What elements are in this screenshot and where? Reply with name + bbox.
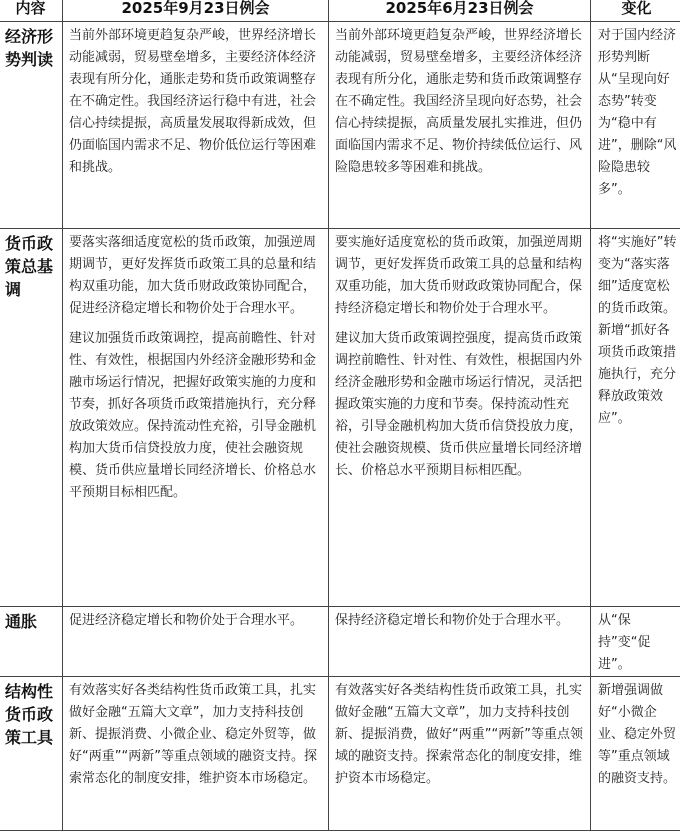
sep-structural-text: 有效落实好各类结构性货币政策工具，扎实做好金融“五篇大文章”，加力支持科技创新、提振消费、小微企业、稳定外贸等，做好“两重”“两新”等重点领域的融资支持。探索常态化的制度安排，维护资本市场稳定。 (69, 680, 323, 790)
header-change: 变化 (591, 0, 680, 22)
row-label-economy: 经济形势判读 (0, 22, 63, 229)
row-label-inflation: 通胀 (0, 607, 63, 677)
jun-economy-cell (329, 22, 591, 229)
header-row (0, 0, 680, 22)
jun-inflation-text: 保持经济稳定增长和物价处于合理水平。 (335, 610, 585, 632)
row-label-structural-tools: 结构性货币政策工具 (0, 677, 63, 831)
sep-policy-text-2: 建议加强货币政策调控，提高前瞻性、针对性、有效性，根据国内外经济金融形势和金融市场运行情况，把握好政策实施的力度和节奏，抓好各项货币政策措施执行，充分释放政策效应。保持流动性充裕，引导金融机构加大货币信贷投放力度，使社会融资规模、货币供应量增长同经济增长、价格总水平预期目标相匹配。 (69, 328, 323, 504)
jun-policy-text-1: 要实施好适度宽松的货币政策，加强逆周期调节，更好发挥货币政策工具的总量和结构双重功能，加大货币财政政策协同配合，保持经济稳定增长和物价处于合理水平。 (335, 232, 585, 320)
header-sep-meeting: 2025年9月23日例会 (63, 0, 329, 22)
table-row (0, 607, 680, 677)
change-structural: 新增强调做好“小微企业、稳定外贸等”重点领域的融资支持。 (591, 677, 680, 831)
sep-inflation-text: 促进经济稳定增长和物价处于合理水平。 (69, 610, 323, 632)
row-label-monetary-policy: 货币政策总基调 (0, 229, 63, 607)
sep-policy-text-1: 要落实落细适度宽松的货币政策，加强逆周期调节，更好发挥货币政策工具的总量和结构双重功能，加大货币财政政策协同配合，促进经济稳定增长和物价处于合理水平。 (69, 232, 323, 320)
jun-inflation-cell (329, 607, 591, 677)
change-policy: 将“实施好”转变为“落实落细”适度宽松的货币政策。新增“抓好各项货币政策措施执行，充分释放政策效应”。 (591, 229, 680, 607)
sep-economy-text: 当前外部环境更趋复杂严峻，世界经济增长动能减弱，贸易壁垒增多，主要经济体经济表现有所分化，通胀走势和货币政策调整存在不确定性。我国经济运行稳中有进，社会信心持续提振，高质量发展取得新成效，但仍面临国内需求不足、物价低位运行等困难和挑战。 (69, 25, 323, 179)
header-content: 内容 (0, 0, 63, 22)
change-economy: 对于国内经济形势判断从“呈现向好态势”转变为“稳中有进”，删除“风险隐患较多”。 (591, 22, 680, 229)
table-row (0, 229, 680, 607)
jun-policy-text-2: 建议加大货币政策调控强度，提高货币政策调控前瞻性、针对性、有效性，根据国内外经济金融形势和金融市场运行情况，灵活把握政策实施的力度和节奏。保持流动性充裕，引导金融机构加大货币信贷投放力度，使社会融资规模、货币供应量增长同经济增长、价格总水平预期目标相匹配。 (335, 328, 585, 482)
sep-economy-cell (63, 22, 329, 229)
sep-policy-cell (63, 229, 329, 607)
table-row (0, 677, 680, 831)
jun-policy-cell (329, 229, 591, 607)
sep-inflation-cell (63, 607, 329, 677)
header-jun-meeting: 2025年6月23日例会 (329, 0, 591, 22)
jun-structural-cell (329, 677, 591, 831)
change-inflation: 从“保持”变“促进”。 (591, 607, 680, 677)
jun-economy-text: 当前外部环境更趋复杂严峻，世界经济增长动能减弱，贸易壁垒增多，主要经济体经济表现有所分化，通胀走势和货币政策调整存在不确定性。我国经济呈现向好态势，社会信心持续提振，高质量发展扎实推进，但仍面临国内需求不足、物价持续低位运行、风险隐患较多等困难和挑战。 (335, 25, 585, 179)
sep-structural-cell (63, 677, 329, 831)
table-row (0, 22, 680, 229)
jun-structural-text: 有效落实好各类结构性货币政策工具，扎实做好金融“五篇大文章”，加力支持科技创新、提振消费，做好“两重”“两新”等重点领域的融资支持。探索常态化的制度安排，维护资本市场稳定。 (335, 680, 585, 790)
